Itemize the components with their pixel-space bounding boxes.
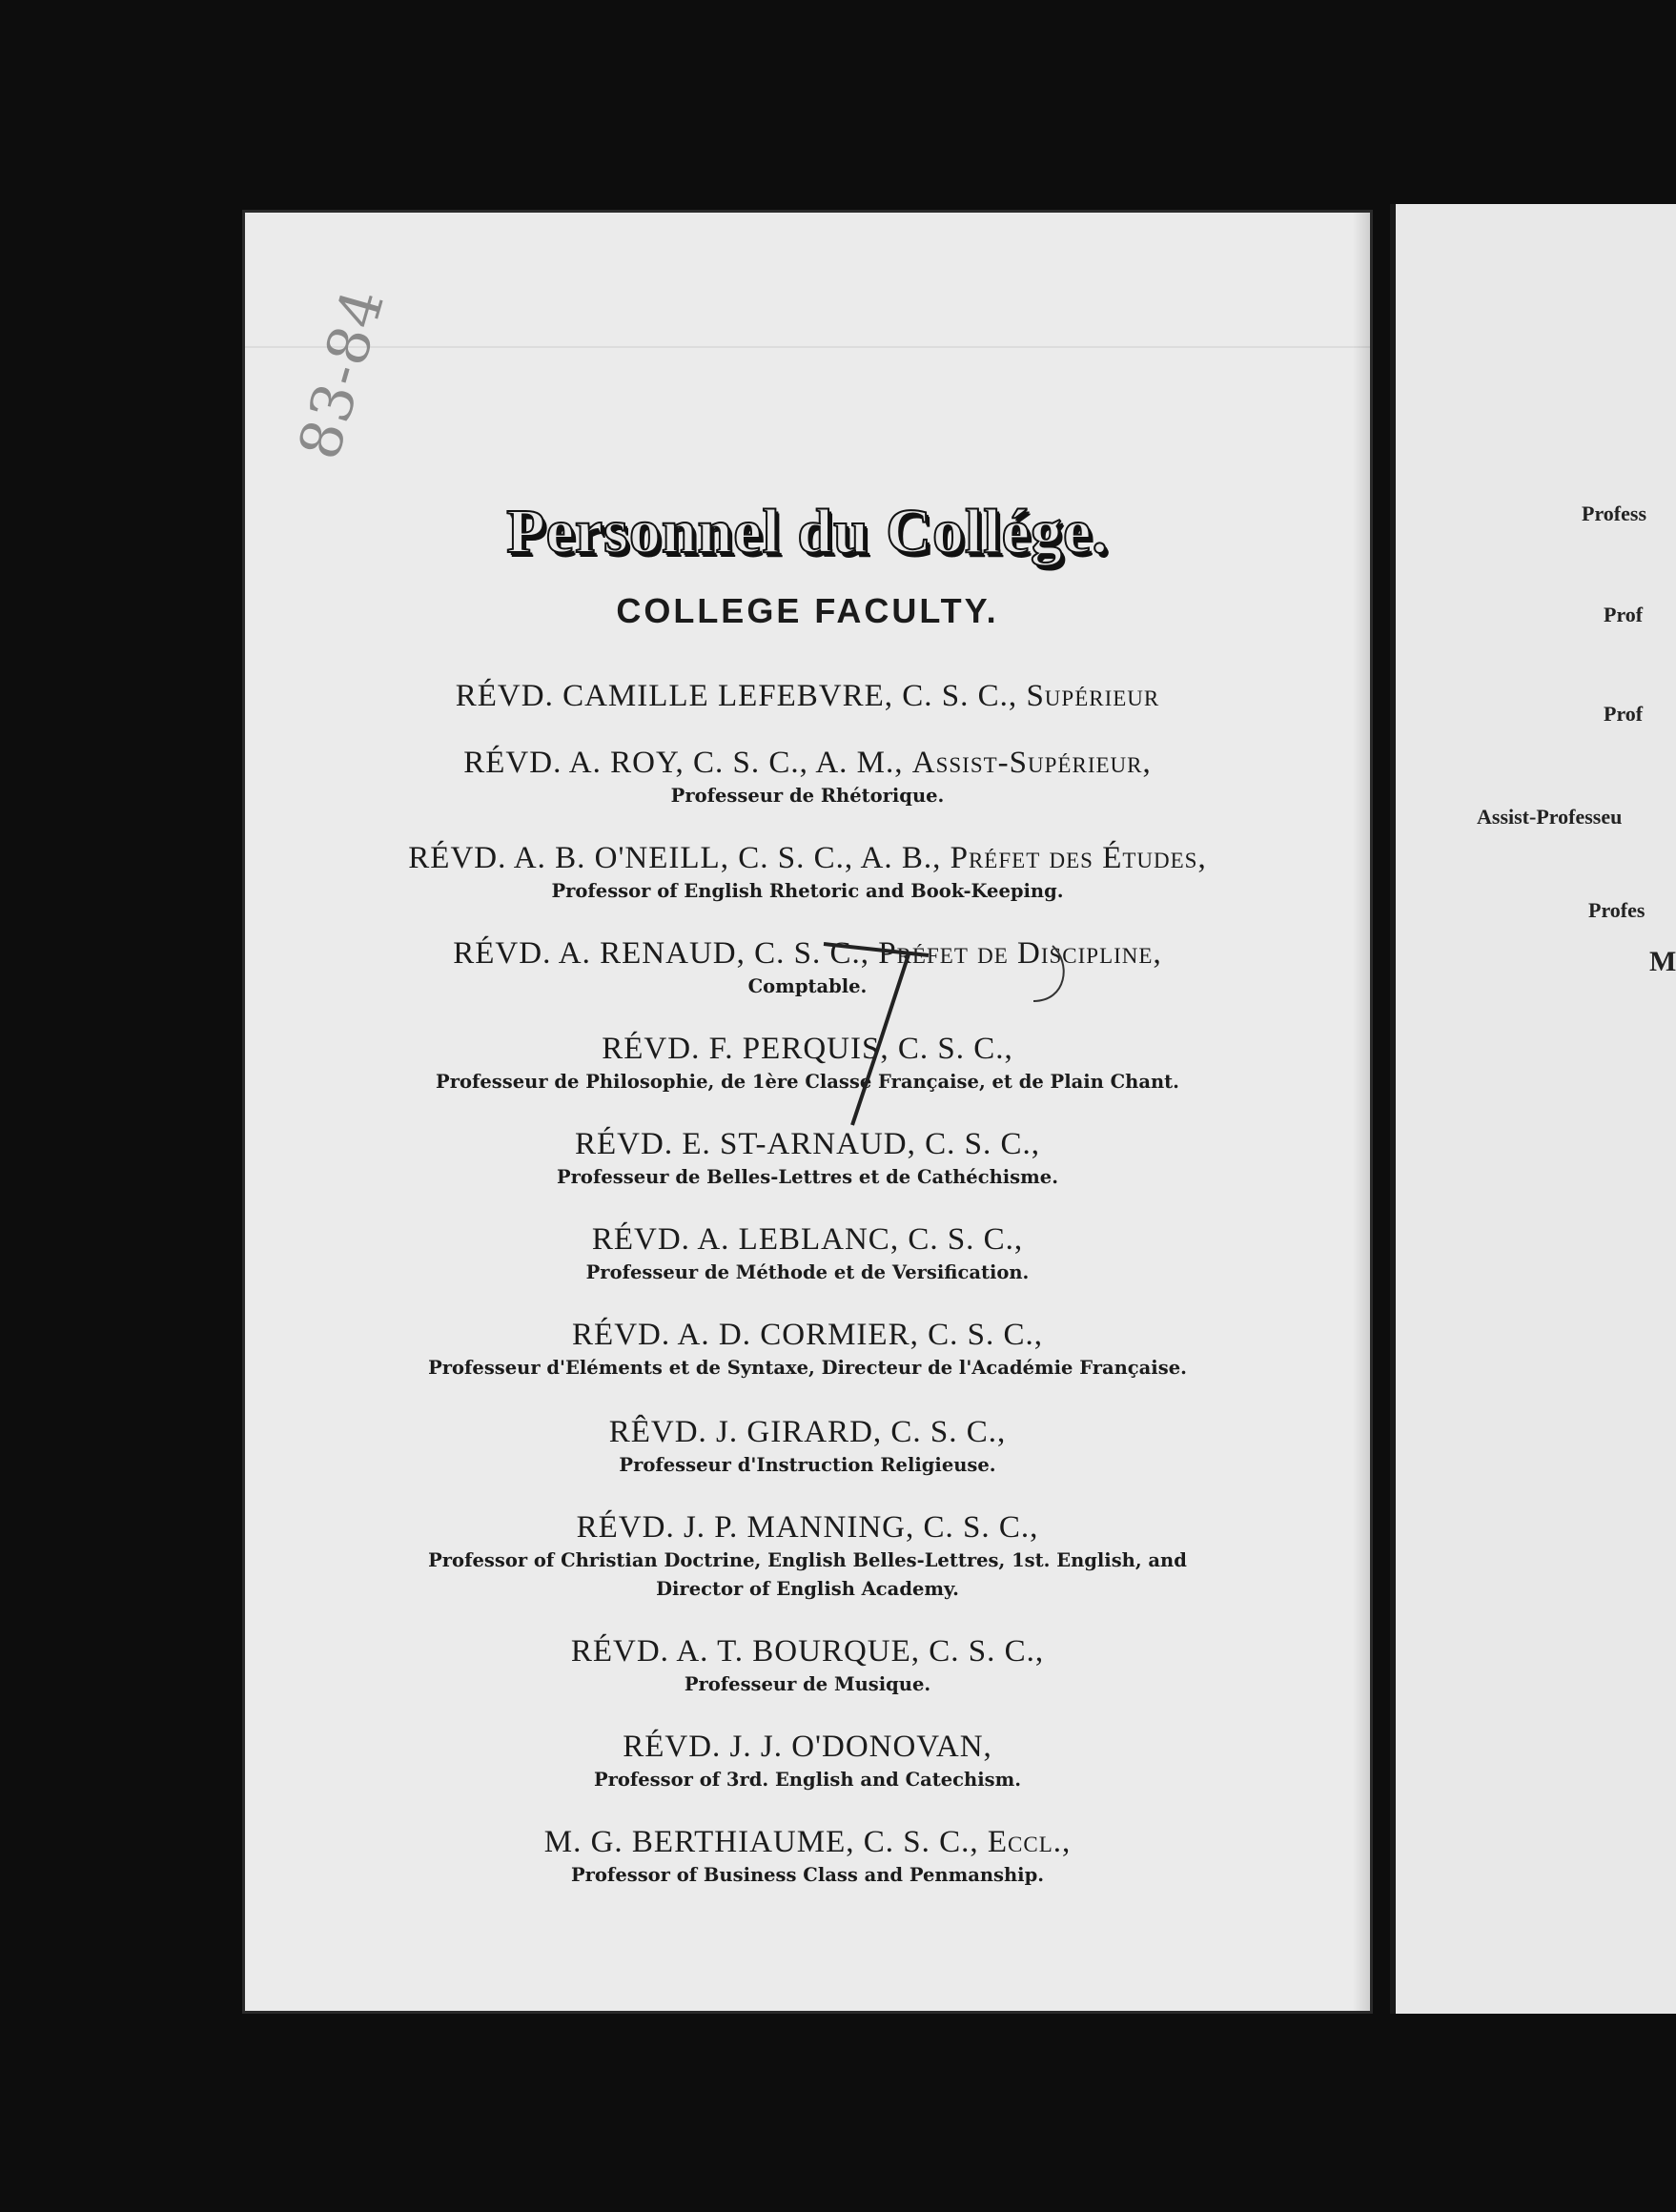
faculty-role: Professor of 3rd. English and Catechism. — [593, 1769, 1022, 1791]
page-subtitle: COLLEGE FACULTY. — [616, 591, 999, 630]
faculty-name: RÉVD. A. ROY, C. S. C., A. M., — [463, 746, 904, 780]
faculty-office: Préfet des Études, — [950, 841, 1207, 875]
adjacent-page-fragment: Assist-Professeu — [1477, 805, 1623, 829]
page-title: Personnel du Collége. — [506, 497, 1109, 566]
ink-scribble — [738, 934, 1234, 1354]
faculty-office: Supérieur — [1026, 679, 1160, 713]
faculty-entry — [242, 1508, 1373, 1604]
faculty-name: RÉVD. A. LEBLANC, C. S. C., — [591, 1222, 1024, 1257]
adjacent-page — [1390, 204, 1676, 2014]
faculty-entry — [242, 1413, 1373, 1480]
faculty-role: Professeur de Musique. — [684, 1673, 931, 1695]
faculty-name: RÉVD. A. T. BOURQUE, C. S. C., — [570, 1634, 1045, 1669]
faculty-name-line — [242, 677, 1373, 715]
adjacent-page-fragment: Prof — [1604, 702, 1644, 726]
faculty-name: RÉVD. A. D. CORMIER, C. S. C., — [572, 1318, 1043, 1352]
faculty-name-line — [242, 744, 1373, 782]
faculty-name: RÉVD. A. RENAUD, C. S. C., — [453, 936, 869, 971]
adjacent-page-fragment: Profess — [1582, 502, 1647, 525]
faculty-role: Comptable. — [747, 975, 868, 997]
handwritten-year-note: 83-84 — [286, 280, 399, 467]
faculty-name: RÉVD. J. P. MANNING, C. S. C., — [576, 1510, 1039, 1545]
adjacent-page-fragment: Profes — [1588, 898, 1645, 922]
faculty-name: RÉVD. E. ST-ARNAUD, C. S. C., — [574, 1127, 1040, 1161]
faculty-role: Professeur de Rhétorique. — [670, 785, 945, 807]
adjacent-page-fragment: M — [1649, 946, 1676, 977]
faculty-role: Professeur de Philosophie, de 1ère Classe Française, et de Plain Chant. — [436, 1071, 1179, 1093]
faculty-entry — [242, 1823, 1373, 1890]
faculty-name: RÉVD. J. J. O'DONOVAN, — [623, 1730, 992, 1764]
faculty-entry — [242, 677, 1373, 715]
faculty-office: Eccl., — [987, 1825, 1072, 1859]
faculty-name-line — [242, 1823, 1373, 1861]
page-content — [242, 210, 1373, 2014]
faculty-role: Professeur de Méthode et de Versification. — [585, 1261, 1030, 1283]
adjacent-page-fragment: Prof — [1604, 603, 1644, 626]
faculty-name: RÉVD. A. B. O'NEILL, C. S. C., A. B., — [408, 841, 942, 875]
ink-stroke-check — [824, 944, 929, 1125]
faculty-name: RÊVD. J. GIRARD, C. S. C., — [608, 1415, 1007, 1449]
faculty-role: Professeur de Belles-Lettres et de Cathéchisme. — [557, 1166, 1058, 1188]
faculty-role: Professor of Business Class and Penmanship. — [570, 1864, 1045, 1886]
faculty-entry — [242, 1728, 1373, 1794]
faculty-entry — [242, 1632, 1373, 1699]
faculty-entry — [242, 744, 1373, 810]
faculty-name: M. G. BERTHIAUME, C. S. C., — [543, 1825, 979, 1859]
faculty-role: Director of English Academy. — [656, 1578, 959, 1600]
faculty-entry — [242, 839, 1373, 906]
faculty-role: Professor of Christian Doctrine, English Belles-Lettres, 1st. English, and — [428, 1549, 1187, 1571]
faculty-name: RÉVD. F. PERQUIS, C. S. C., — [602, 1032, 1013, 1066]
faculty-role: Professor of English Rhetoric and Book-Keeping. — [551, 880, 1064, 902]
faculty-office: Préfet de Discipline, — [878, 936, 1162, 971]
faculty-name: RÉVD. CAMILLE LEFEBVRE, C. S. C., — [455, 679, 1018, 713]
ink-stroke-curl — [1033, 946, 1064, 1001]
faculty-role: Professeur d'Instruction Religieuse. — [619, 1454, 996, 1476]
faculty-role: Professeur d'Eléments et de Syntaxe, Directeur de l'Académie Française. — [428, 1357, 1187, 1379]
faculty-office: Assist-Supérieur, — [911, 746, 1152, 780]
faculty-name-line — [242, 839, 1373, 877]
